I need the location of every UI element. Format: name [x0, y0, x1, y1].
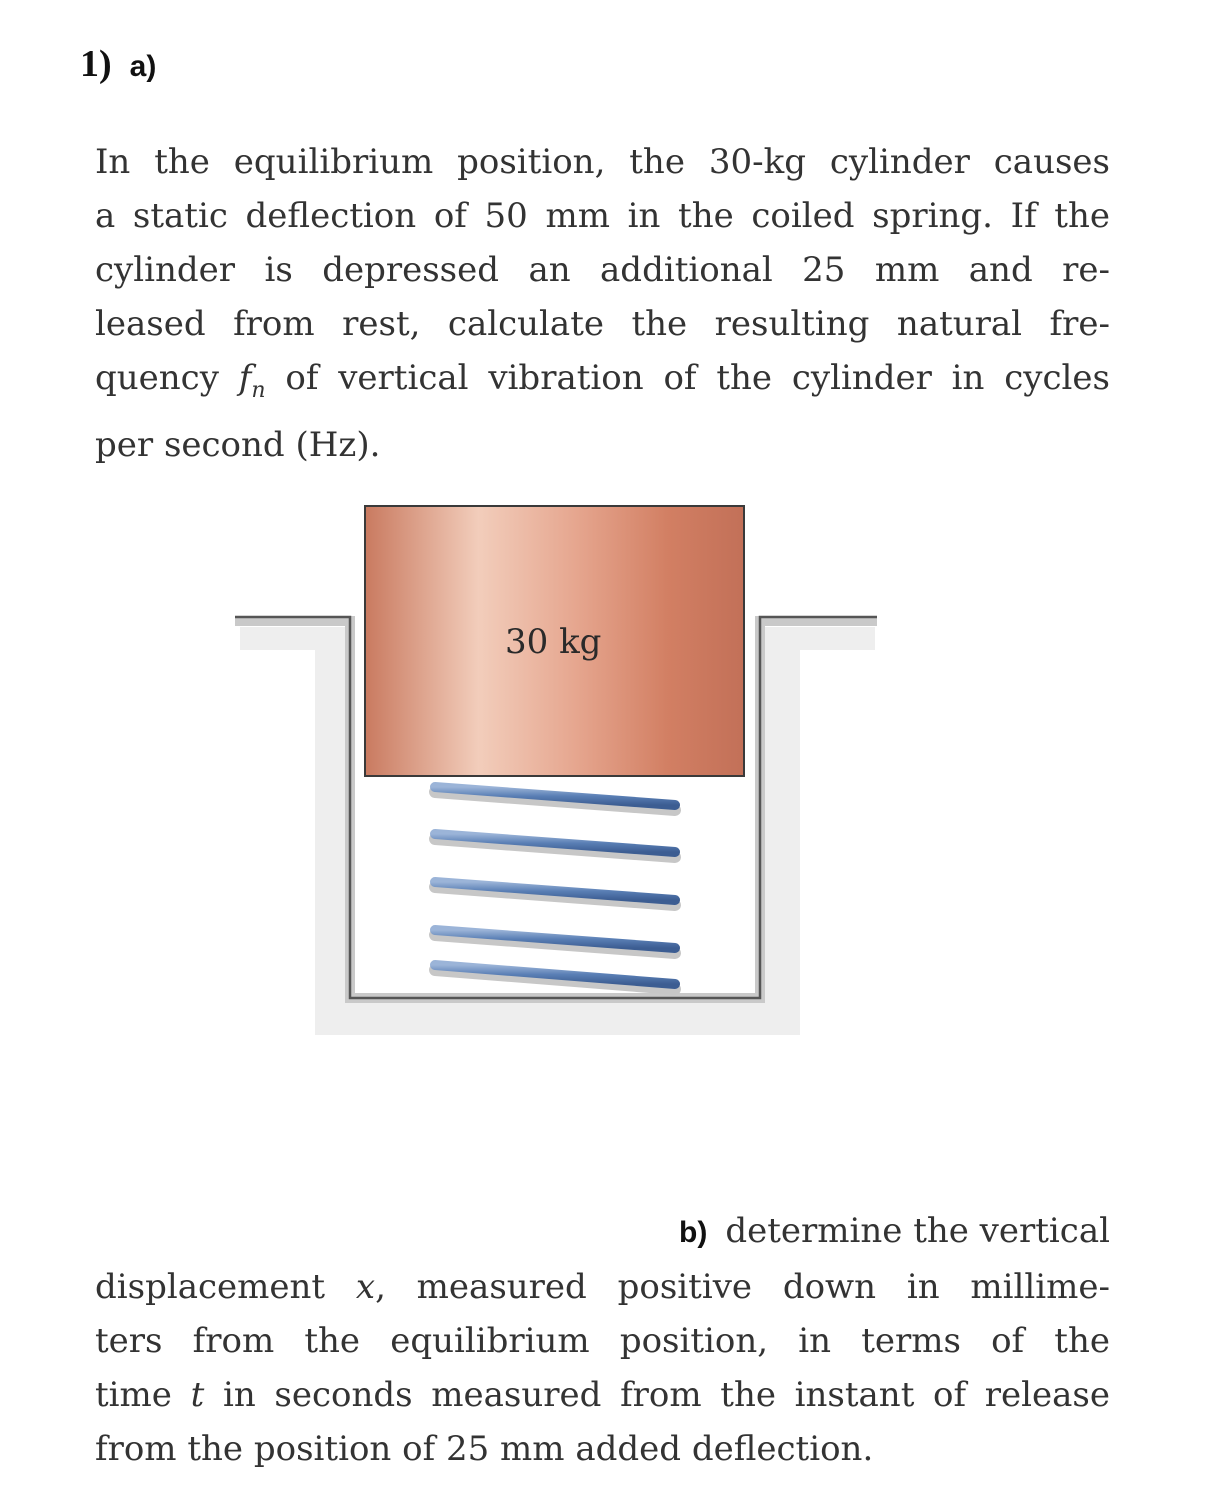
- part-a-line-3: cylinder is depressed an additional 25 mm and re-: [95, 250, 1110, 290]
- part-a-line-1: In the equilibrium position, the 30-kg cylinder causes: [95, 142, 1110, 182]
- part-a-line-2: a static deflection of 50 mm in the coiled spring. If the: [95, 196, 1110, 236]
- line-5-text-start: quency: [95, 358, 239, 398]
- part-b-text: [95, 1204, 1110, 1476]
- part-a-line-5: [95, 351, 1110, 418]
- part-a-line-6: per second (Hz).: [95, 424, 381, 465]
- part-a-text: [95, 135, 1110, 472]
- variable-t: t: [190, 1375, 205, 1415]
- part-b-line-3: ters from the equilibrium position, in terms of the: [95, 1321, 1110, 1361]
- line-2-text-end: , measured positive down in millime-: [375, 1267, 1111, 1307]
- variable-f: f: [238, 358, 252, 398]
- subscript-n: n: [251, 377, 266, 403]
- spring-coil: [435, 834, 675, 857]
- spring-coil: [435, 882, 675, 905]
- part-b-line-1-text: determine the vertical: [725, 1211, 1110, 1251]
- part-b-line-5: from the position of 25 mm added deflection.: [95, 1429, 874, 1469]
- line-4-text-start: time: [95, 1375, 191, 1415]
- spring-coil: [435, 930, 675, 953]
- problem-number: 1): [80, 43, 112, 85]
- mass-label: 30 kg: [505, 622, 602, 662]
- spring-coil: [435, 965, 675, 989]
- line-2-text-start: displacement: [95, 1267, 356, 1307]
- part-b-label: b): [679, 1216, 708, 1249]
- part-a-label: a): [129, 50, 157, 83]
- spring-coil: [435, 787, 675, 810]
- part-b-line-2: [95, 1260, 1110, 1314]
- variable-x: x: [355, 1267, 376, 1307]
- part-a-line-4: leased from rest, calculate the resulting natural fre-: [95, 304, 1110, 344]
- spring-mass-figure: [225, 495, 885, 1055]
- coil-spring: [435, 787, 675, 989]
- line-4-text-end: in seconds measured from the instant of release: [204, 1375, 1110, 1415]
- problem-heading: [80, 42, 156, 86]
- line-5-text-end: of vertical vibration of the cylinder in cycles: [265, 358, 1110, 398]
- part-b-line-4: [95, 1368, 1110, 1422]
- part-b-line-1: [95, 1204, 1110, 1260]
